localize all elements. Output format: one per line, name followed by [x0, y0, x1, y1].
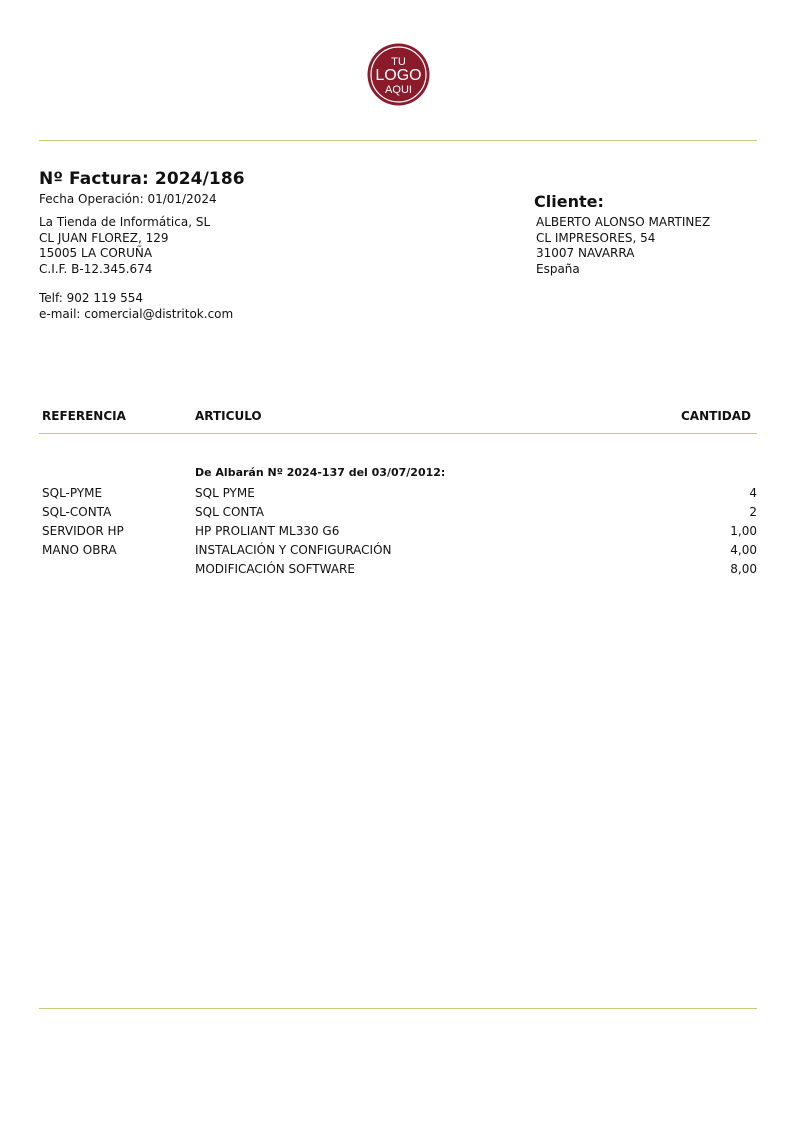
row-article: HP PROLIANT ML330 G6: [195, 524, 340, 538]
client-block: [536, 215, 710, 277]
row-article: SQL PYME: [195, 486, 255, 500]
row-qty: 4,00: [730, 543, 757, 557]
header-divider: [39, 140, 757, 141]
company-logo: [367, 43, 430, 106]
invoice-number: Nº Factura: 2024/186: [39, 169, 245, 189]
row-ref: SQL-PYME: [42, 486, 103, 500]
col-header-ref: REFERENCIA: [42, 409, 126, 423]
row-article: MODIFICACIÓN SOFTWARE: [195, 562, 355, 576]
row-qty: 4: [749, 486, 757, 500]
logo-text-line1: TU: [391, 56, 406, 68]
row-ref: SQL-CONTA: [42, 505, 112, 519]
row-article: INSTALACIÓN Y CONFIGURACIÓN: [195, 543, 392, 557]
client-name: ALBERTO ALONSO MARTINEZ: [536, 215, 711, 229]
logo-text-line2: LOGO: [375, 67, 422, 84]
col-header-article: ARTICULO: [195, 409, 262, 423]
delivery-note-label: De Albarán Nº 2024-137 del 03/07/2012:: [195, 466, 446, 479]
table-header-divider: [39, 433, 757, 434]
operation-date: Fecha Operación: 01/01/2024: [39, 192, 217, 206]
footer-divider: [39, 1008, 757, 1009]
issuer-name: La Tienda de Informática, SL: [39, 215, 211, 229]
row-ref: SERVIDOR HP: [42, 524, 124, 538]
row-qty: 8,00: [730, 562, 757, 576]
client-city: 31007 NAVARRA: [536, 246, 635, 260]
row-ref: MANO OBRA: [42, 543, 117, 557]
client-heading: Cliente:: [534, 192, 604, 211]
row-article: SQL CONTA: [195, 505, 264, 519]
issuer-city: 15005 LA CORUÑA: [39, 246, 153, 260]
row-qty: 2: [749, 505, 757, 519]
issuer-phone: Telf: 902 119 554: [39, 291, 144, 305]
col-header-qty: CANTIDAD: [681, 409, 751, 423]
client-country: España: [536, 261, 580, 276]
issuer-email: e-mail: comercial@distritok.com: [39, 306, 234, 321]
issuer-cif: C.I.F. B-12.345.674: [39, 261, 153, 276]
issuer-street: CL JUAN FLOREZ, 129: [39, 230, 169, 245]
issuer-contact: [39, 291, 233, 322]
logo-text-line3: AQUI: [385, 84, 412, 96]
issuer-block: [39, 215, 210, 277]
row-qty: 1,00: [730, 524, 757, 538]
client-street: CL IMPRESORES, 54: [536, 230, 656, 245]
